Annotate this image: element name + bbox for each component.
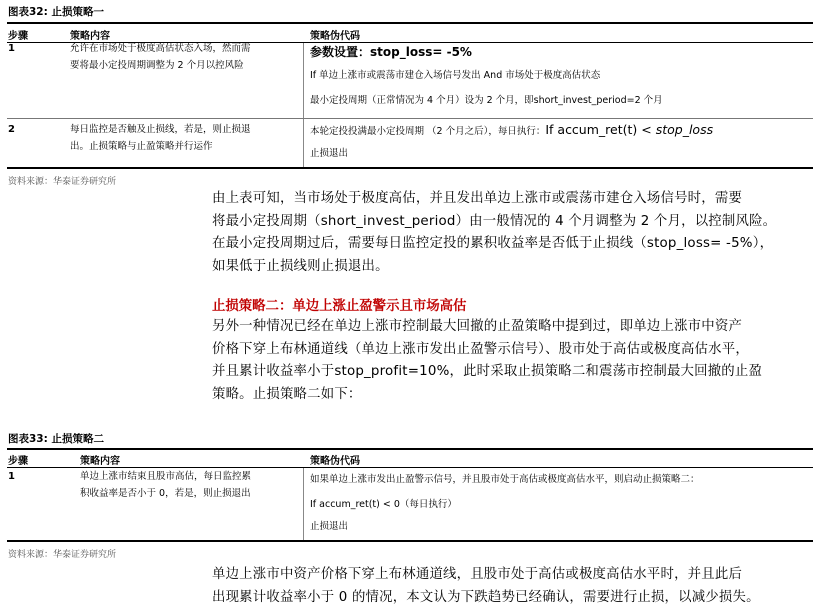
table1-row2-content	[70, 121, 251, 155]
paragraph-3	[212, 564, 812, 609]
table1-row2-step: 2	[8, 124, 15, 135]
table1-bottom-rule	[7, 167, 813, 169]
table1-header-content: 策略内容	[70, 31, 110, 42]
table2-header-step: 步骤	[8, 456, 28, 467]
table2-bottom-rule	[7, 540, 813, 542]
paragraph-1	[212, 188, 812, 278]
table1-row2-code-prefix: 本轮定投投满最小定投周期 （2 个月之后），每日执行：	[310, 126, 546, 137]
table1-title: 图表32: 止损策略一	[8, 6, 104, 18]
table2-row1-content-line: 积收益率是否小于 0，若是，则止损退出	[80, 488, 251, 499]
paragraph-line: 如果低于止损线则止损退出。	[212, 258, 389, 274]
paragraph-line: 出现累计收益率小于 0 的情况，本文认为下跌趋势已经确认，需要进行止损，以减少损失。	[212, 589, 760, 605]
table2-source: 资料来源：华泰证券研究所	[8, 550, 117, 560]
table2-header-code: 策略伪代码	[310, 456, 360, 467]
table2-row1-content-line: 单边上涨市结束且股市高估，每日监控累	[80, 471, 252, 482]
table1-column-divider	[303, 43, 304, 118]
table1-row2-content-line: 出。止损策略与止盈策略并行运作	[70, 141, 213, 152]
table2-top-rule	[7, 448, 813, 450]
table1-row1-content-line: 允许在市场处于极度高估状态入场，然而需	[70, 43, 251, 54]
table1-header-code: 策略伪代码	[310, 31, 360, 42]
table1-column-divider-2	[303, 119, 304, 167]
table2-row1-code-line3: 止损退出	[310, 521, 349, 532]
paragraph-line: 策略。止损策略二如下：	[212, 386, 362, 402]
paragraph-line: 在最小定投周期过后，需要每日监控定投的累积收益率是否低于止损线（stop_loss= -5%），	[212, 236, 774, 251]
paragraph-line: 将最小定投周期（short_invest_period）由一般情况的 4 个月调整为 2 个月，以控制风险。	[212, 213, 777, 229]
table1-top-rule	[7, 22, 813, 24]
table1-row1-if: If 单边上涨市或震荡市建仓入场信号发出 And 市场处于极度高估状态	[310, 70, 601, 81]
table1-row-rule	[7, 118, 813, 119]
table1-row1-step: 1	[8, 43, 15, 54]
paragraph-line: 并且累计收益率小于stop_profit=10%，此时采取止损策略二和震荡市控制最大回撤的止盈	[212, 364, 763, 379]
section-heading: 止损策略二：单边上涨止盈警示且市场高估	[212, 299, 467, 314]
table2-column-divider	[303, 468, 304, 540]
paragraph-line: 单边上涨市中资产价格下穿上布林通道线，且股市处于高估或极度高估水平时，并且此后	[212, 567, 743, 582]
table2-title: 图表33: 止损策略二	[8, 433, 104, 445]
paragraph-line: 价格下穿上布林通道线（单边上涨市发出止盈警示信号）、股市处于高估或极度高估水平，	[212, 341, 749, 357]
table2-row1-content	[80, 468, 251, 502]
paragraph-2	[212, 316, 812, 406]
table1-row2-code-line2: 止损退出	[310, 148, 349, 159]
table1-row2-code-if: If accum_ret(t) <	[545, 122, 656, 137]
table1-row1-content	[70, 40, 251, 74]
table1-header-step: 步骤	[8, 31, 28, 42]
table2-row1-code-line2: If accum_ret(t) < 0（每日执行）	[310, 499, 457, 510]
table1-row1-set: 最小定投周期（正常情况为 4 个月）设为 2 个月，即short_invest_period=2 个月	[310, 95, 663, 106]
table1-row2-content-line: 每日监控是否触及止损线，若是，则止损退	[70, 124, 251, 135]
table2-row1-code-line1: 如果单边上涨市发出止盈警示信号，并且股市处于高估或极度高估水平，则启动止损策略二：	[310, 474, 700, 485]
table1-row2-code-var: stop_loss	[655, 122, 714, 137]
paragraph-line: 另外一种情况已经在单边上涨市控制最大回撤的止盈策略中提到过，即单边上涨市中资产	[212, 319, 743, 334]
table2-header-content: 策略内容	[80, 456, 120, 467]
table2-row1-step: 1	[8, 471, 15, 482]
paragraph-line: 由上表可知，当市场处于极度高估，并且发出单边上涨市或震荡市建仓入场信号时，需要	[212, 191, 743, 206]
table1-row2-code-line1	[310, 121, 713, 140]
table1-source: 资料来源：华泰证券研究所	[8, 177, 117, 187]
table1-row1-param: 参数设置：stop_loss= -5%	[310, 45, 472, 59]
table1-row1-content-line: 要将最小定投周期调整为 2 个月以控风险	[70, 60, 244, 71]
